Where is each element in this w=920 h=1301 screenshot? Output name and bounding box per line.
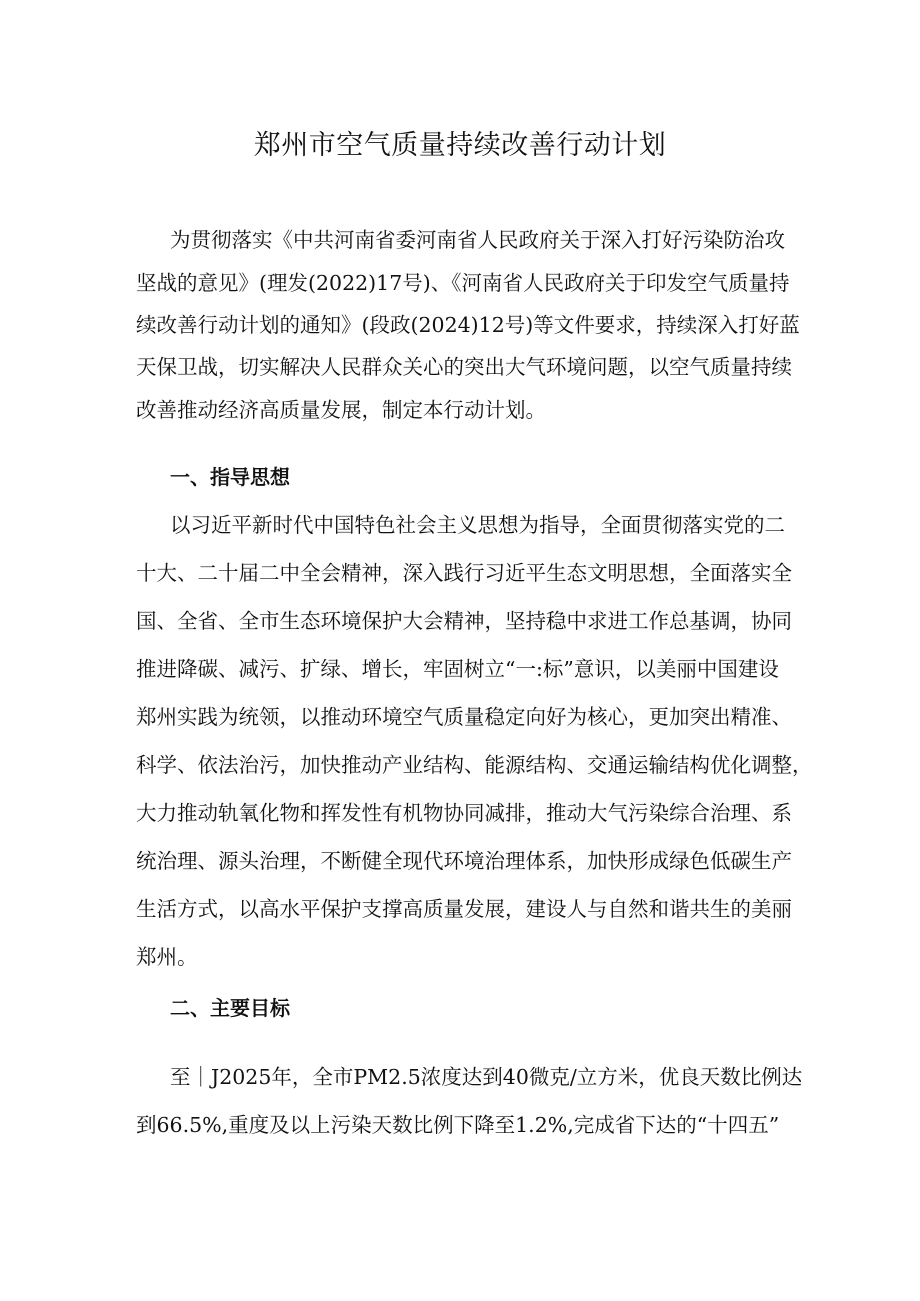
section1-line-9: 生活方式，以高水平保护支撑高质量发展，建设人与自然和谐共生的美丽: [136, 897, 792, 921]
section1-line-10: 郑州。: [136, 945, 198, 969]
section1-line-5: 郑州实践为统领，以推动环境空气质量稳定向好为核心，更加突出精准、: [136, 705, 792, 729]
intro-line-4: 天保卫战，切实解决人民群众关心的突出大气环境问题，以空气质量持续: [136, 355, 792, 379]
section1-line-6: 科学、依法治污，加快推动产业结构、能源结构、交通运输结构优化调整，: [136, 753, 813, 777]
section1-line-8: 统治理、源头治理，不断健全现代环境治理体系，加快形成绿色低碳生产: [136, 849, 792, 873]
section1-line-7: 大力推动轨氧化物和挥发性有机物协同减排，推动大气污染综合治理、系: [136, 801, 792, 825]
intro-line-1: 为贯彻落实《中共河南省委河南省人民政府关于深入打好污染防治攻: [170, 228, 785, 252]
section1-line-3: 国、全省、全市生态环境保护大会精神，坚持稳中求进工作总基调，协同: [136, 609, 792, 633]
intro-line-3: 续改善行动计划的通知》(段政(2024)12号)等文件要求，持续深入打好蓝: [136, 313, 800, 337]
intro-line-2: 坚战的意见》(理发(2022)17号)、《河南省人民政府关于印发空气质量持: [136, 271, 790, 295]
section2-line-2: 到66.5%,重度及以上污染天数比例下降至1.2%,完成省下达的“十四五”: [136, 1113, 780, 1137]
intro-line-5: 改善推动经济高质量发展，制定本行动计划。: [136, 398, 546, 422]
section-heading-guiding-ideology: 一、指导思想: [170, 465, 290, 489]
document-title: 郑州市空气质量持续改善行动计划: [253, 130, 667, 161]
section2-line-1: 至｜J2025年，全市PM2.5浓度达到40微克/立方米，优良天数比例达: [170, 1065, 803, 1089]
section-heading-main-goals: 二、主要目标: [170, 996, 290, 1020]
section1-line-2: 十大、二十届二中全会精神，深入践行习近平生态文明思想，全面落实全: [136, 561, 792, 585]
section1-line-4: 推进降碳、减污、扩绿、增长，牢固树立“一:标”意识，以美丽中国建设: [136, 657, 779, 681]
section1-line-1: 以习近平新时代中国特色社会主义思想为指导，全面贯彻落实党的二: [170, 513, 785, 537]
